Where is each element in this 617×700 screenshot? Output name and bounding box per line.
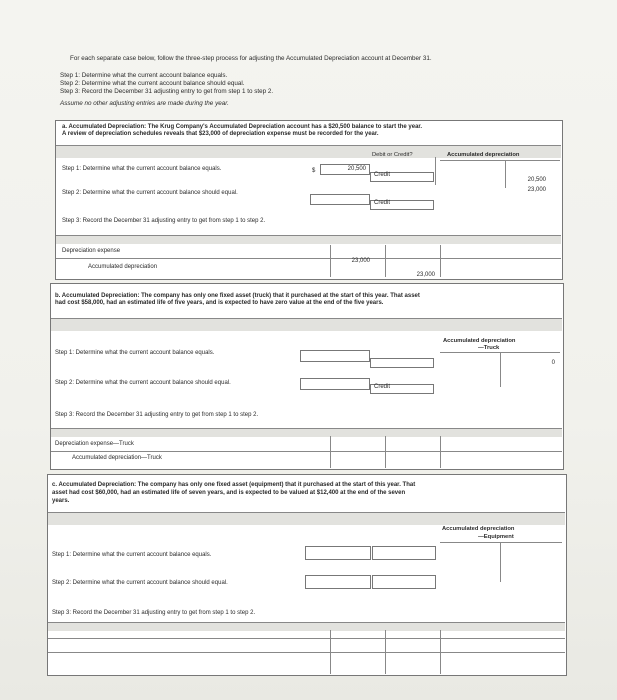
section-a-title: a. Accumulated Depreciation: The Krug Company's Accumulated Depreciation account has a $20,500 balance to start the year. <box>62 124 423 130</box>
account-header-a: Accumulated depreciation <box>447 152 520 158</box>
account-header-c: Accumulated depreciation <box>442 526 515 532</box>
step3-label-c: Step 3: Record the December 31 adjusting entry to get from step 1 to step 2. <box>52 610 256 616</box>
section-b-title: b. Accumulated Depreciation: The company has only one fixed asset (truck) that it purchased at the start of this year. That asset <box>55 293 420 299</box>
step2-dc-a: Credit <box>374 200 391 206</box>
section-c-subtitle2: years. <box>52 498 70 504</box>
entry-credit-amount-a: 23,000 <box>416 272 435 278</box>
ledger-value-b: 0 <box>551 360 555 366</box>
account-header-b: Accumulated depreciation <box>443 338 516 344</box>
step3-label-a: Step 3: Record the December 31 adjusting entry to get from step 1 to step 2. <box>62 218 266 224</box>
ledger-value-1: 20,500 <box>527 177 546 183</box>
account-header-c2: —Equipment <box>478 534 514 540</box>
step1-amount-field-c[interactable] <box>305 546 371 560</box>
account-header-b2: —Truck <box>478 345 500 351</box>
entry-debit-account-a: Depreciation expense <box>62 248 121 254</box>
section-c-title: c. Accumulated Depreciation: The company has only one fixed asset (equipment) that it purchased at the start of this year. That <box>52 482 416 488</box>
entry-debit-amount-a: 23,000 <box>351 258 370 264</box>
step1-amount-a: 20,500 <box>347 166 366 172</box>
section-b-subtitle: had cost $58,000, had an estimated life of five years, and is expected to have zero value at the end of the five years. <box>55 300 384 306</box>
section-a-subtitle: A review of depreciation schedules reveals that $23,000 of depreciation expense must be recorded for the year. <box>62 131 379 137</box>
section-a-frame <box>55 120 563 280</box>
step1-label-c: Step 1: Determine what the current account balance equals. <box>52 552 212 558</box>
instructions-assumption: Assume no other adjusting entries are made during the year. <box>60 100 229 107</box>
step1-dc-field-b[interactable] <box>370 358 434 368</box>
instructions-line: For each separate case below, follow the three-step process for adjusting the Accumulated Depreciation account at December 31. <box>70 55 432 62</box>
step2-amount-field-c[interactable] <box>305 575 371 589</box>
entry-credit-account-a: Accumulated depreciation <box>88 264 158 270</box>
instructions-step2: Step 2: Determine what the current account balance should equal. <box>60 80 245 87</box>
step2-dc-b: Credit <box>374 384 391 390</box>
step2-amount-field-b[interactable] <box>300 378 370 390</box>
step2-label-c: Step 2: Determine what the current account balance should equal. <box>52 580 228 586</box>
dollar-sign: $ <box>312 168 316 174</box>
step2-dc-field-c[interactable] <box>372 575 436 589</box>
entry-debit-account-b: Depreciation expense—Truck <box>55 441 134 447</box>
section-c-subtitle: asset had cost $60,000, had an estimated life of seven years, and is expected to be valued at $12,400 at the end of the seven <box>52 490 406 496</box>
step1-label-b: Step 1: Determine what the current account balance equals. <box>55 350 215 356</box>
debit-or-credit-header: Debit or Credit? <box>372 152 413 158</box>
ledger-value-2: 23,000 <box>527 187 546 193</box>
step2-label-a: Step 2: Determine what the current account balance should equal. <box>62 190 238 196</box>
entry-credit-account-b: Accumulated depreciation—Truck <box>72 455 162 461</box>
step2-amount-field-a[interactable] <box>310 194 370 205</box>
step1-dc-a: Credit <box>374 172 391 178</box>
step1-dc-field-c[interactable] <box>372 546 436 560</box>
step1-label-a: Step 1: Determine what the current account balance equals. <box>62 166 222 172</box>
step1-amount-field-b[interactable] <box>300 350 370 362</box>
step3-label-b: Step 3: Record the December 31 adjusting entry to get from step 1 to step 2. <box>55 412 259 418</box>
step2-label-b: Step 2: Determine what the current account balance should equal. <box>55 380 231 386</box>
instructions-step1: Step 1: Determine what the current account balance equals. <box>60 72 228 79</box>
instructions-step3: Step 3: Record the December 31 adjusting entry to get from step 1 to step 2. <box>60 88 274 95</box>
